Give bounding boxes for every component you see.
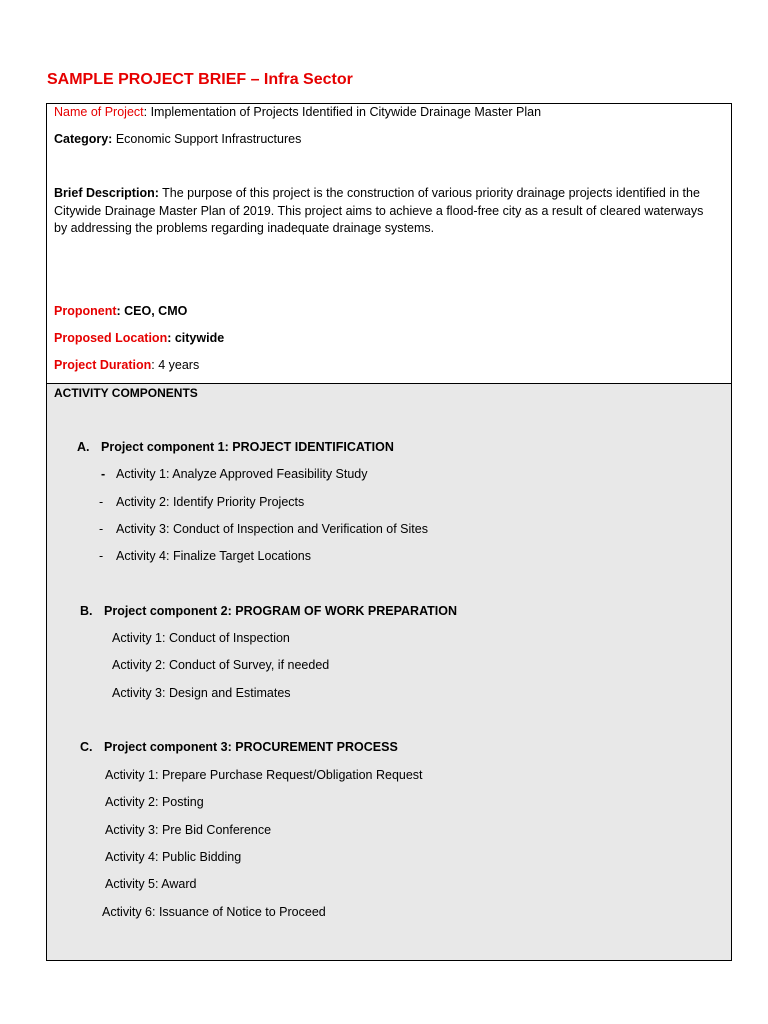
category-value: Economic Support Infrastructures [115,132,302,146]
list-item: Activity 6: Issuance of Notice to Proceed [102,905,326,919]
component-a-title [77,439,394,456]
list-item: Activity 1: Prepare Purchase Request/Obligation Request [105,768,423,782]
list-item: - Activity 3: Conduct of Inspection and Verification of Sites [99,522,428,536]
document-title: SAMPLE PROJECT BRIEF – Infra Sector [47,71,353,88]
activity-components-box [46,384,732,961]
brief-description [54,185,720,238]
list-item: - Activity 1: Analyze Approved Feasibility Study [101,467,368,481]
proponent-value: CEO, CMO [124,304,188,318]
component-a-label: Project component 1: PROJECT IDENTIFICATION [101,440,394,454]
project-name-label: Name of Project [54,105,144,119]
proponent-row: Proponent: CEO, CMO [54,304,188,318]
component-b-title [80,603,457,620]
component-c-marker: C. [80,740,93,754]
list-item: Activity 2: Conduct of Survey, if needed [112,658,330,672]
category-label: Category: [54,132,113,146]
list-item: - Activity 2: Identify Priority Projects [99,495,305,509]
proponent-label: Proponent [54,304,117,318]
component-c-title [80,739,398,756]
list-item: Activity 2: Posting [105,795,204,809]
brief-value: The purpose of this project is the construction of various priority drainage projects identified in the Citywide Drainage Master Plan of 2019. This project aims to achieve a flood-free city as a result of cleared waterways by addressing the problems regarding inadequate drainage systems. [54,186,704,235]
location-value: citywide [174,331,225,345]
component-a-marker: A. [77,440,90,454]
project-name-value: Implementation of Projects Identified in Citywide Drainage Master Plan [150,105,542,119]
duration-label: Project Duration [54,358,152,372]
location-label: Proposed Location [54,331,168,345]
list-item: Activity 5: Award [105,877,197,891]
list-item: - Activity 4: Finalize Target Locations [99,549,312,563]
activity-heading: ACTIVITY COMPONENTS [54,386,198,400]
category-row [54,131,301,148]
duration-row: Project Duration: 4 years [54,358,200,372]
location-row: Proposed Location: citywide [54,331,225,345]
list-item: Activity 1: Conduct of Inspection [112,631,290,645]
list-item: Activity 3: Pre Bid Conference [105,823,272,837]
list-item: Activity 4: Public Bidding [105,850,242,864]
component-b-marker: B. [80,604,93,618]
project-info-box [46,103,732,384]
component-c-label: Project component 3: PROCUREMENT PROCESS [104,740,398,754]
list-item: Activity 3: Design and Estimates [112,686,291,700]
duration-value: 4 years [158,358,200,372]
brief-label: Brief Description: [54,186,159,200]
project-name-row: Name of Project: Implementation of Projects Identified in Citywide Drainage Master Plan [54,105,542,119]
component-b-label: Project component 2: PROGRAM OF WORK PREPARATION [104,604,458,618]
